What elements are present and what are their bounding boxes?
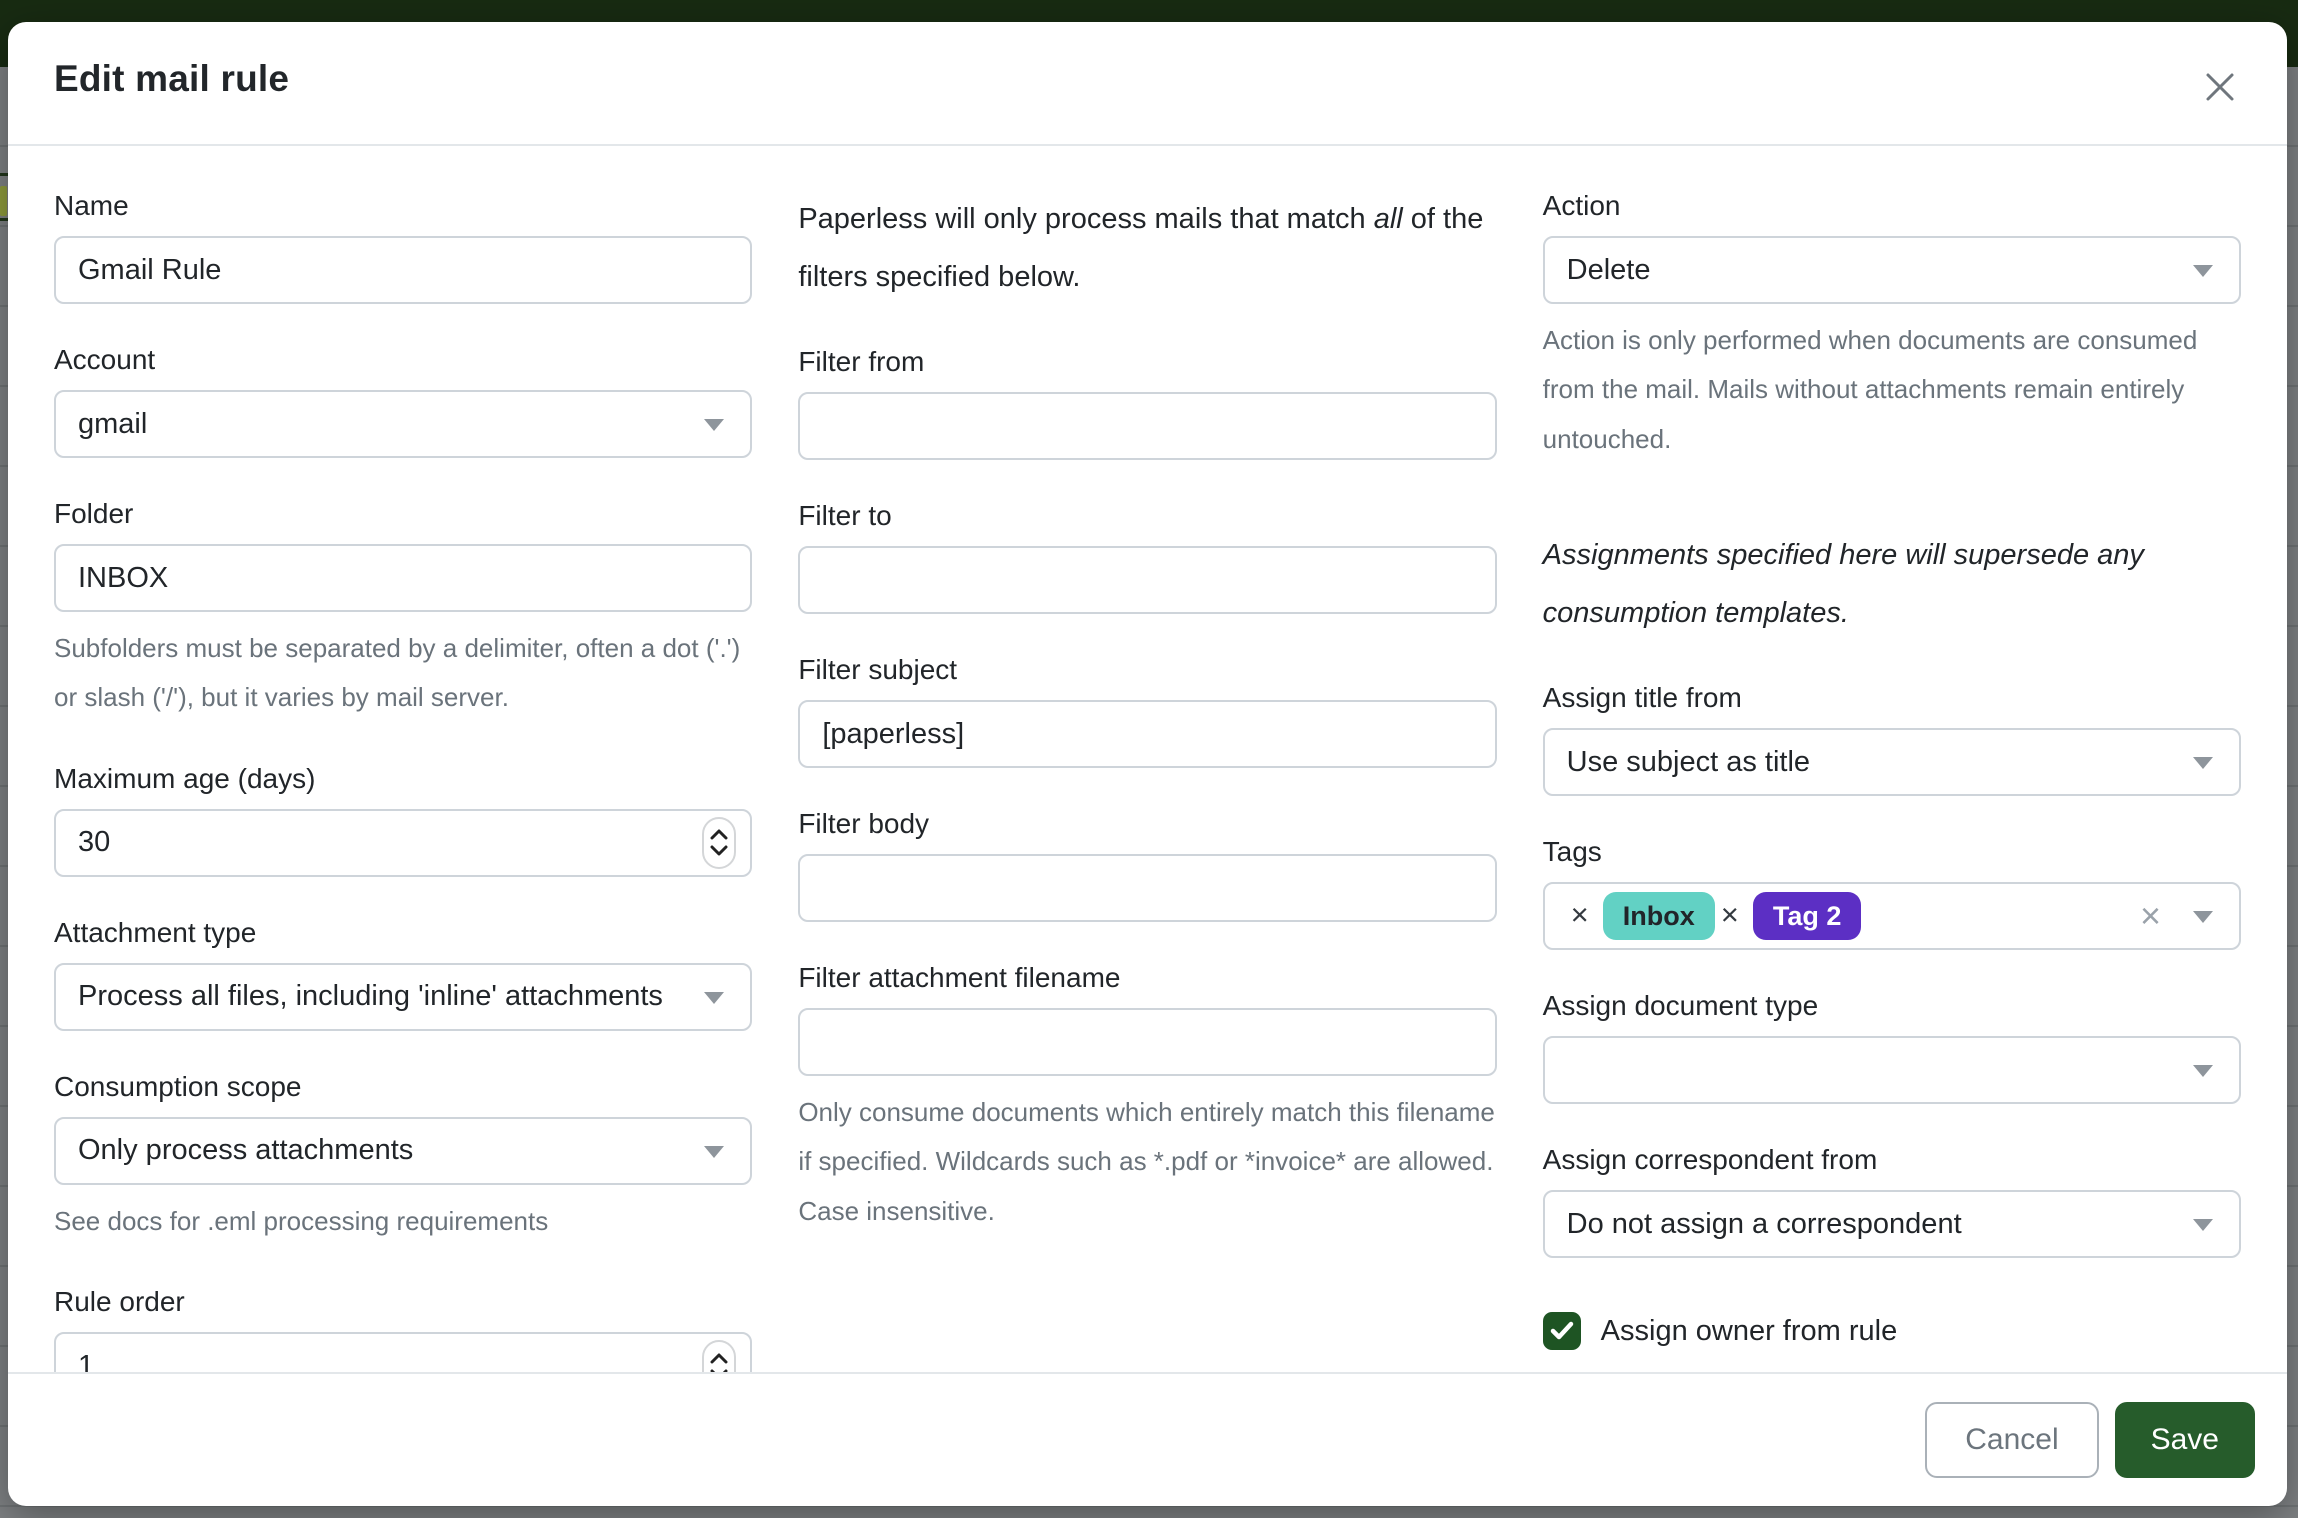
consumption-scope-select[interactable]	[54, 1117, 752, 1185]
max-age-stepper[interactable]	[702, 817, 736, 869]
remove-tag-icon[interactable]: ×	[1720, 896, 1739, 932]
filters-intro: Paperless will only process mails that match all of the filters specified below.	[798, 203, 1484, 293]
tags-label: Tags	[1542, 836, 1602, 868]
tags-select[interactable]	[1543, 882, 2241, 950]
assign-title-from-selected-value: Use subject as title	[1566, 745, 1811, 778]
filter-attachment-filename-hint: Only consume documents which entirely match this filename if specified. Wildcards such as *.pdf or *invoice* are allowed. Case insensitive.	[798, 1097, 1495, 1226]
rule-order-label: Rule order	[54, 1286, 185, 1318]
consumption-scope-label: Consumption scope	[54, 1070, 302, 1102]
stepper-up-icon	[710, 1353, 728, 1364]
save-button[interactable]: Save	[2115, 1402, 2255, 1478]
filter-to-label: Filter to	[798, 500, 892, 531]
chevron-down-icon	[704, 992, 724, 1004]
filter-subject-label: Filter subject	[798, 654, 958, 685]
chevron-down-icon	[704, 1146, 724, 1158]
action-label: Action	[1542, 190, 1621, 221]
dialog-body	[8, 146, 2287, 1372]
filter-attachment-filename-input[interactable]	[798, 1008, 1496, 1076]
attachment-type-selected-value: Process all files, including 'inline' attachments	[78, 980, 663, 1013]
filter-from-input[interactable]	[798, 392, 1496, 460]
name-input[interactable]	[54, 236, 752, 304]
tag-chip: Tag 2	[1753, 892, 1862, 940]
rule-order-input[interactable]	[54, 1332, 752, 1372]
column-filters	[798, 190, 1496, 1372]
max-age-input[interactable]	[54, 809, 752, 877]
assign-title-from-label: Assign title from	[1542, 682, 1742, 714]
edit-mail-rule-dialog	[8, 22, 2287, 1506]
stepper-down-icon	[710, 1369, 728, 1372]
folder-label: Folder	[54, 498, 134, 529]
account-label: Account	[54, 344, 156, 375]
account-selected-value: gmail	[78, 407, 148, 440]
assign-correspondent-from-select[interactable]	[1543, 1190, 2241, 1258]
stepper-up-icon	[710, 829, 728, 840]
chevron-down-icon	[2193, 1065, 2213, 1077]
chevron-down-icon	[2193, 757, 2213, 769]
dialog-footer	[8, 1372, 2287, 1506]
dialog-header	[8, 22, 2287, 146]
attachment-type-label: Attachment type	[54, 916, 257, 948]
column-general	[54, 190, 752, 1372]
tag-chip-list	[1565, 892, 1862, 940]
action-select[interactable]	[1543, 236, 2241, 304]
background-page-fragment	[0, 186, 7, 216]
account-select[interactable]	[54, 390, 752, 458]
folder-input[interactable]	[54, 544, 752, 612]
filter-attachment-filename-label: Filter attachment filename	[798, 962, 1121, 993]
assign-owner-label: Assign owner from rule	[1600, 1314, 1898, 1347]
assign-document-type-select[interactable]	[1543, 1036, 2241, 1104]
attachment-type-select[interactable]	[54, 963, 752, 1031]
consumption-scope-selected-value: Only process attachments	[78, 1134, 414, 1167]
chevron-down-icon	[2193, 911, 2213, 923]
filter-body-input[interactable]	[798, 854, 1496, 922]
tag-chip: Inbox	[1603, 892, 1715, 940]
rule-order-stepper[interactable]	[702, 1340, 736, 1372]
checkmark-icon	[1550, 1321, 1574, 1341]
max-age-label: Maximum age (days)	[54, 762, 316, 794]
assignments-note: Assignments specified here will supersede any consumption templates.	[1542, 539, 2144, 630]
assign-correspondent-from-label: Assign correspondent from	[1542, 1144, 1878, 1176]
assign-title-from-select[interactable]	[1543, 728, 2241, 796]
stepper-down-icon	[710, 845, 728, 856]
filter-subject-input[interactable]	[798, 700, 1496, 768]
assign-owner-row	[1543, 1312, 2241, 1350]
assign-owner-checkbox[interactable]	[1543, 1312, 1581, 1350]
filter-to-input[interactable]	[798, 546, 1496, 614]
column-actions	[1543, 190, 2241, 1372]
filter-from-label: Filter from	[798, 346, 925, 377]
chevron-down-icon	[2193, 1219, 2213, 1231]
clear-tags-icon[interactable]: ×	[2139, 895, 2161, 937]
close-icon	[2201, 68, 2239, 106]
action-hint: Action is only performed when documents are consumed from the mail. Mails without attachments remain entirely untouched.	[1542, 325, 2198, 454]
assign-correspondent-from-selected-value: Do not assign a correspondent	[1566, 1207, 1962, 1240]
cancel-button[interactable]: Cancel	[1925, 1402, 2098, 1478]
dialog-title: Edit mail rule	[54, 58, 290, 99]
chevron-down-icon	[704, 419, 724, 431]
remove-tag-icon[interactable]: ×	[1570, 896, 1589, 932]
name-label: Name	[54, 190, 129, 221]
consumption-scope-hint: See docs for .eml processing requirements	[54, 1205, 549, 1236]
assign-document-type-label: Assign document type	[1542, 990, 1819, 1022]
action-selected-value: Delete	[1566, 253, 1651, 286]
chevron-down-icon	[2193, 265, 2213, 277]
close-button[interactable]	[2193, 60, 2247, 114]
background-divider	[0, 218, 8, 221]
folder-hint: Subfolders must be separated by a delimiter, often a dot ('.') or slash ('/'), but it varies by mail server.	[54, 633, 741, 713]
background-divider	[0, 173, 8, 176]
filter-body-label: Filter body	[798, 808, 930, 839]
